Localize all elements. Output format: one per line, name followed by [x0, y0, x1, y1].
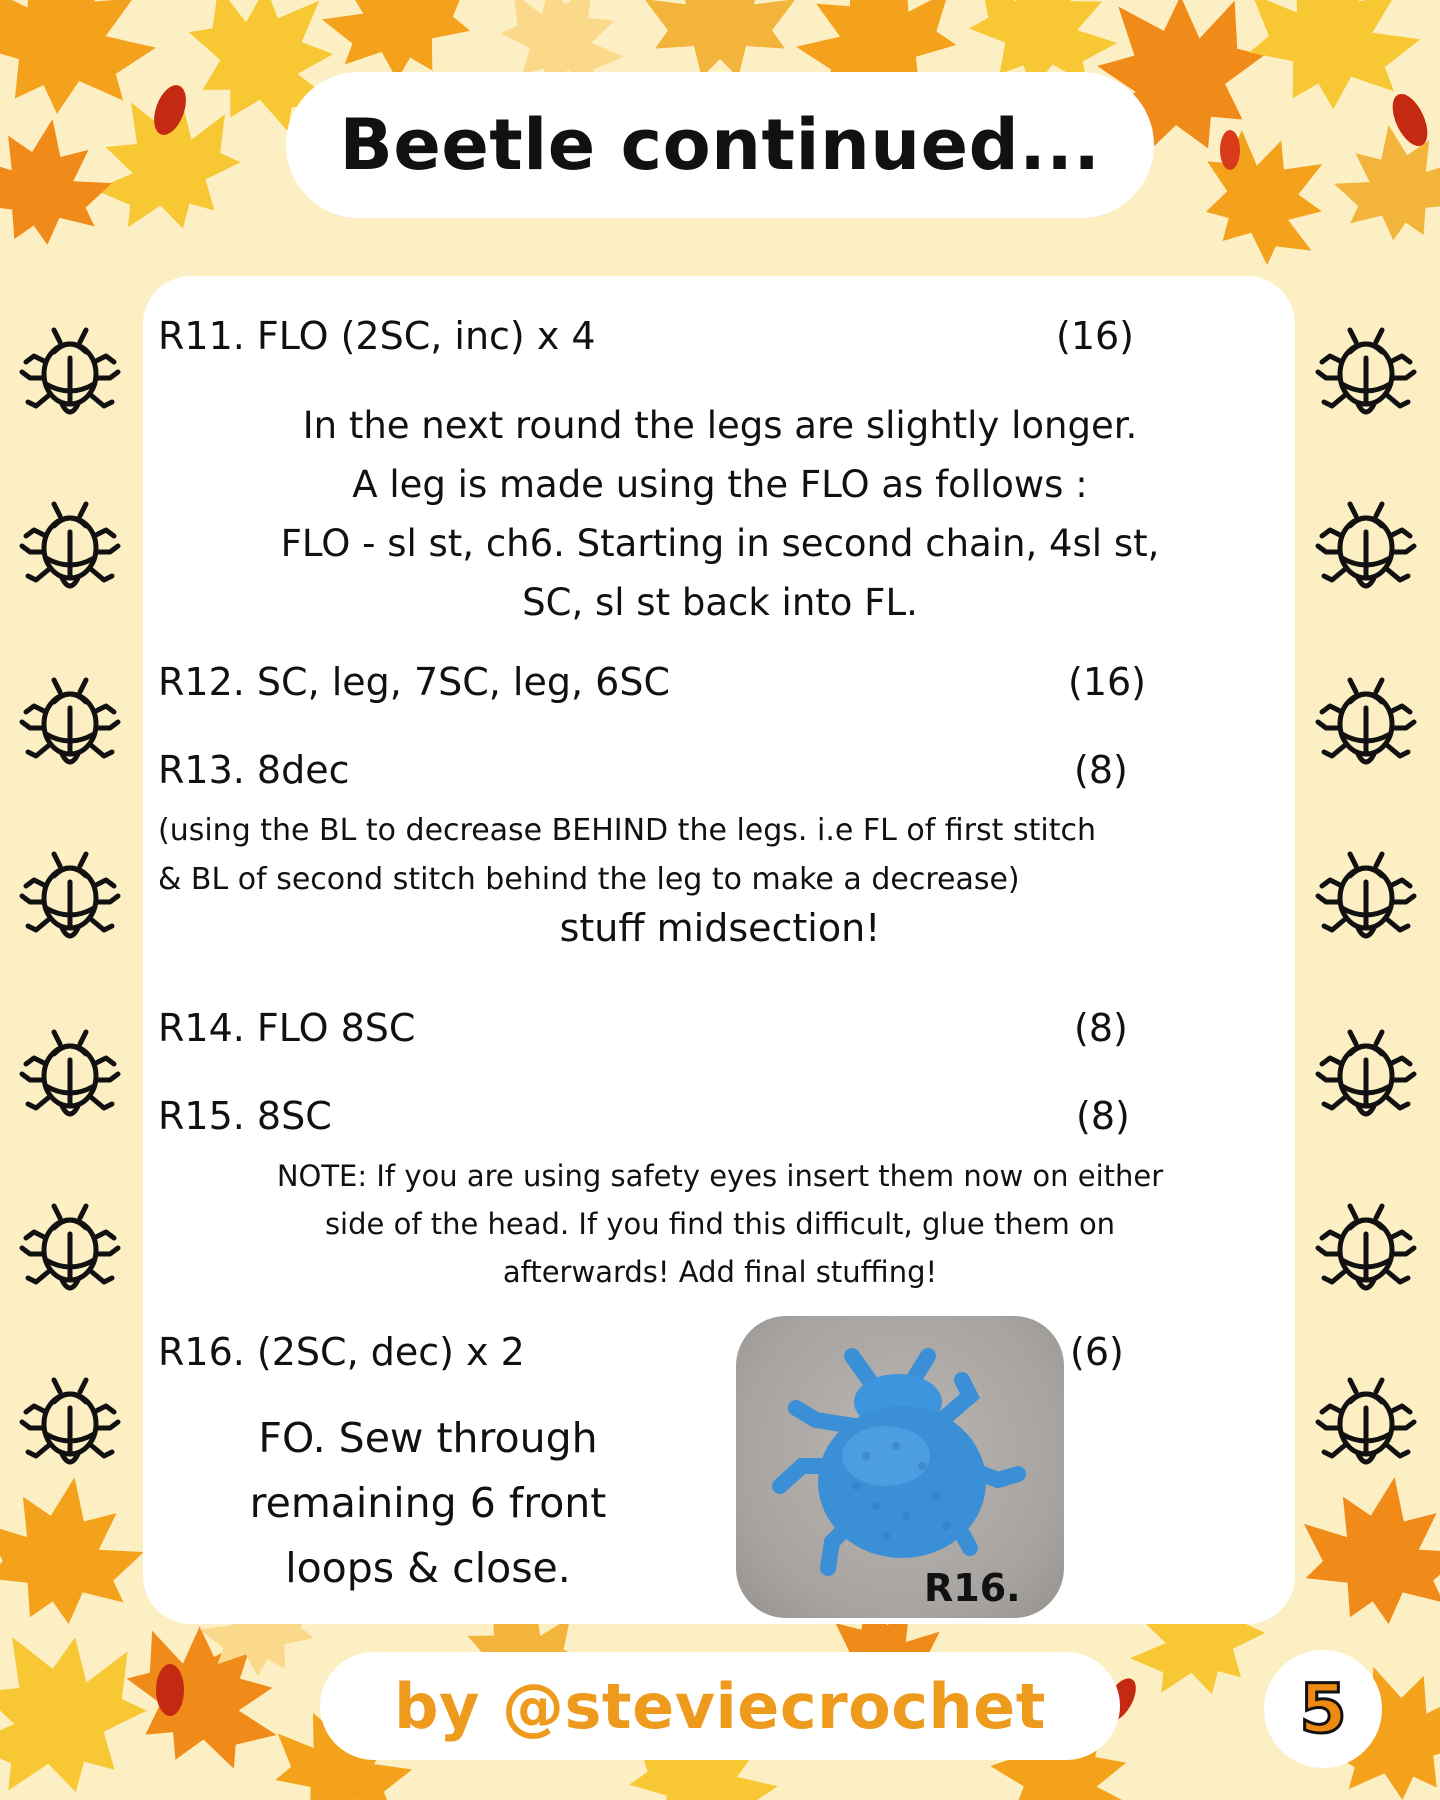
round-label: R11. FLO (2SC, inc) x 4: [158, 314, 596, 358]
leg-instructions-line: A leg is made using the FLO as follows :: [352, 463, 1088, 506]
leg-instructions-line: FLO - sl st, ch6. Starting in second chain, 4sl st,: [280, 522, 1160, 565]
photo-caption: R16.: [924, 1566, 1021, 1610]
beetle-icon: [1310, 672, 1422, 784]
beetle-icon: [1310, 1024, 1422, 1136]
safety-note-line: side of the head. If you find this difficult, glue them on: [324, 1207, 1116, 1241]
page-title: Beetle continued...: [339, 104, 1101, 186]
credit-banner: [320, 1652, 1120, 1760]
finish-line: remaining 6 front: [249, 1479, 607, 1527]
round-label: R16. (2SC, dec) x 2: [158, 1330, 525, 1374]
finish-instructions: [198, 1406, 658, 1601]
safety-note-line: NOTE: If you are using safety eyes insert them now on either: [276, 1159, 1164, 1193]
finish-line: loops & close.: [285, 1544, 571, 1592]
beetle-icon: [14, 672, 126, 784]
stitch-count: (8): [1076, 1094, 1130, 1138]
beetle-icon: [1310, 1198, 1422, 1310]
leg-instructions-line: In the next round the legs are slightly longer.: [302, 404, 1138, 447]
r13-note: [158, 806, 1278, 904]
page-number: 5: [1299, 1669, 1347, 1749]
stitch-count: (6): [1070, 1330, 1124, 1374]
safety-eyes-note: [170, 1152, 1270, 1296]
leg-instructions: [160, 396, 1280, 632]
round-label: R14. FLO 8SC: [158, 1006, 416, 1050]
stitch-count: (16): [1056, 314, 1135, 358]
round-label: R15. 8SC: [158, 1094, 332, 1138]
finish-line: FO. Sew through: [258, 1414, 598, 1462]
stuff-note: stuff midsection!: [559, 906, 881, 950]
stitch-count: (16): [1068, 660, 1147, 704]
credit-text: by @steviecrochet: [394, 1669, 1046, 1743]
leg-instructions-line: SC, sl st back into FL.: [522, 581, 918, 624]
round-label: R13. 8dec: [158, 748, 350, 792]
beetle-icon: [14, 1372, 126, 1484]
beetle-icon: [1310, 322, 1422, 434]
beetle-icon: [14, 1198, 126, 1310]
beetle-icon: [14, 322, 126, 434]
r13-note-line: & BL of second stitch behind the leg to make a decrease): [158, 862, 1020, 897]
beetle-icon: [1310, 496, 1422, 608]
r13-note-line: (using the BL to decrease BEHIND the legs. i.e FL of first stitch: [158, 813, 1096, 848]
title-banner: [286, 72, 1154, 218]
page-number-badge: [1264, 1650, 1382, 1768]
beetle-icon: [14, 846, 126, 958]
safety-note-line: afterwards! Add final stuffing!: [502, 1255, 938, 1289]
stitch-count: (8): [1074, 1006, 1128, 1050]
beetle-icon: [14, 1024, 126, 1136]
beetle-icon: [14, 496, 126, 608]
beetle-icon: [1310, 846, 1422, 958]
round-label: R12. SC, leg, 7SC, leg, 6SC: [158, 660, 670, 704]
stitch-count: (8): [1074, 748, 1128, 792]
beetle-icon: [1310, 1372, 1422, 1484]
